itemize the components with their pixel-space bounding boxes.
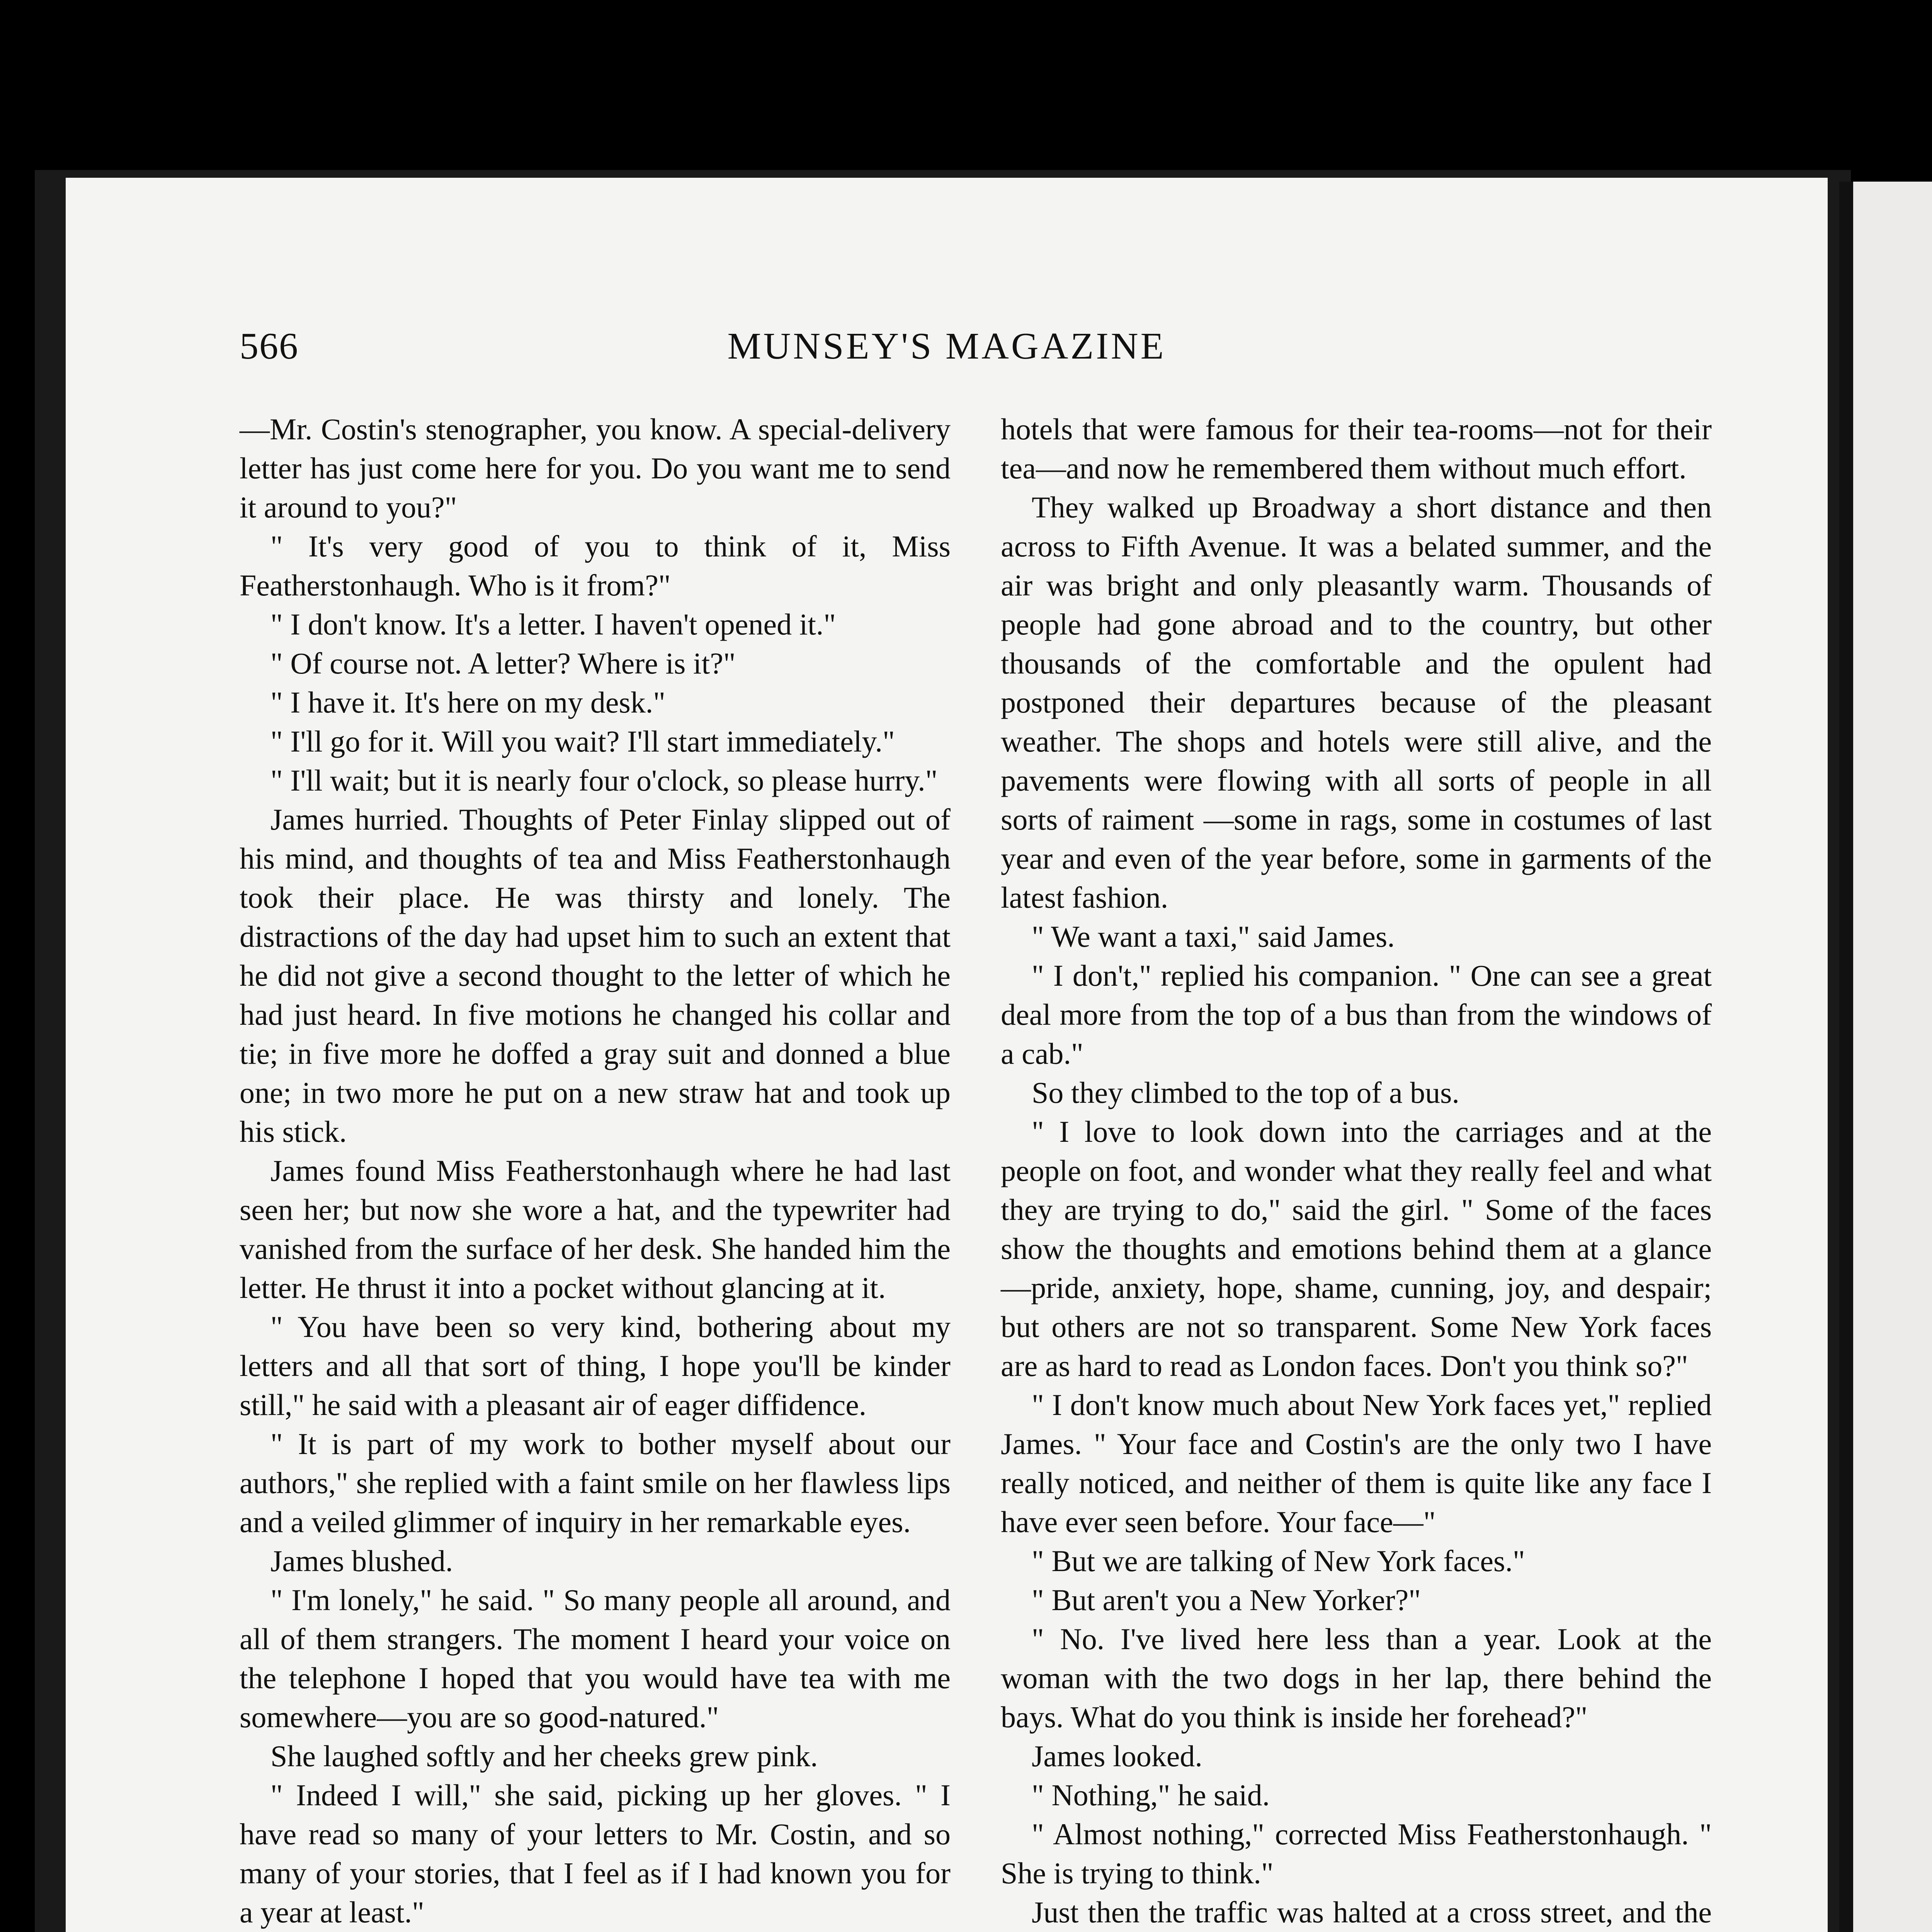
paragraph: " I'll go for it. Will you wait? I'll start immediately." — [270, 724, 895, 758]
magazine-page — [66, 178, 1828, 1932]
paragraph: " I don't," replied his companion. " One can see a great deal more from the top of a bus than from the windows of a cab." — [1001, 959, 1712, 1070]
paragraph: " I'm lonely," he said. " So many people all around, and all of them strangers. The moment I heard your voice on the telephone I hoped that you would have tea with me somewhere—you are so good-natured." — [240, 1583, 951, 1734]
right-column — [1001, 410, 1712, 1932]
page-number: 566 — [240, 325, 299, 367]
paragraph: James hurried. Thoughts of Peter Finlay slipped out of his mind, and thoughts of tea and Miss Featherstonhaugh took their place. He was thirsty and lonely. The distractions of the day had upset him to such an extent that he did not give a second thought to the letter of which he had just heard. In five motions he changed his collar and tie; in five more he doffed a gray suit and donned a blue one; in two more he put on a new straw hat and took up his stick. — [240, 803, 951, 1148]
paragraph: They walked up Broadway a short distance and then across to Fifth Avenue. It was a belated summer, and the air was bright and only pleasantly warm. Thousands of people had gone abroad and to the country, but other thousands of the comfortable and the opulent had postponed their departures because of the pleasant weather. The shops and hotels were still alive, and the pavements were flowing with all sorts of people in all sorts of raiment —some in rags, some in costumes of last year and even of the year before, some in garments of the latest fashion. — [1001, 490, 1712, 914]
paragraph: " I don't know. It's a letter. I haven't opened it." — [270, 607, 836, 641]
paragraph: " Nothing," he said. — [1032, 1778, 1270, 1812]
paragraph: " It is part of my work to bother myself about our authors," she replied with a faint smile on her flawless lips and a veiled glimmer of inquiry in her remarkable eyes. — [240, 1427, 951, 1539]
paragraph: Just then the traffic was halted at a cross street, and the — [1032, 1895, 1712, 1929]
paragraph: " It's very good of you to think of it, Miss Featherstonhaugh. Who is it from?" — [240, 529, 951, 602]
paragraph: " I have it. It's here on my desk." — [270, 685, 666, 719]
paragraph: So they climbed to the top of a bus. — [1032, 1076, 1460, 1109]
paragraph: James blushed. — [270, 1544, 453, 1578]
running-head: MUNSEY'S MAGAZINE — [727, 325, 1166, 367]
paragraph: " I'll wait; but it is nearly four o'clock, so please hurry." — [270, 764, 938, 797]
paragraph: " Of course not. A letter? Where is it?" — [270, 646, 736, 680]
paragraph: She laughed softly and her cheeks grew pink. — [270, 1739, 818, 1773]
left-column — [240, 410, 951, 1932]
facing-page-edge — [1839, 182, 1932, 1932]
paragraph: " But aren't you a New Yorker?" — [1032, 1583, 1421, 1617]
paragraph: hotels that were famous for their tea-rooms—not for their tea—and now he remembered them without much effort. — [1001, 412, 1712, 485]
paragraph: " I don't know much about New York faces yet," replied James. " Your face and Costin's are the only two I have really noticed, and neither of them is quite like any face I have ever seen before. Your face—" — [1001, 1388, 1712, 1539]
paragraph: " I love to look down into the carriages and at the people on foot, and wonder what they really feel and what they are trying to do," said the girl. " Some of the faces show the thoughts and emotions behind them at a glance —pride, anxiety, hope, shame, cunning, joy, and despair; but others are not so transparent. Some New York faces are as hard to read as London faces. Don't you think so?" — [1001, 1115, 1712, 1383]
paragraph: —Mr. Costin's stenographer, you know. A special-delivery letter has just come here for you. Do you want me to send it around to you?" — [240, 412, 951, 524]
paragraph: " You have been so very kind, bothering about my letters and all that sort of thing, I hope you'll be kinder still," he said with a pleasant air of eager diffidence. — [240, 1310, 951, 1422]
page-header — [66, 325, 1828, 386]
paragraph: " But we are talking of New York faces." — [1032, 1544, 1525, 1578]
paragraph: James looked. — [1032, 1739, 1202, 1773]
paragraph: " Indeed I will," she said, picking up her gloves. " I have read so many of your letters to Mr. Costin, and so many of your stories, that I feel as if I had known you for a year at least." — [240, 1778, 951, 1929]
paragraph: " No. I've lived here less than a year. Look at the woman with the two dogs in her lap, there behind the bays. What do you think is inside her forehead?" — [1001, 1622, 1712, 1734]
paragraph: James found Miss Featherstonhaugh where he had last seen her; but now she wore a hat, and the typewriter had vanished from the surface of her desk. She handed him the letter. He thrust it into a pocket without glancing at it. — [240, 1154, 951, 1304]
paragraph: " We want a taxi," said James. — [1032, 920, 1395, 953]
paragraph: " Almost nothing," corrected Miss Featherstonhaugh. " She is trying to think." — [1001, 1817, 1712, 1890]
